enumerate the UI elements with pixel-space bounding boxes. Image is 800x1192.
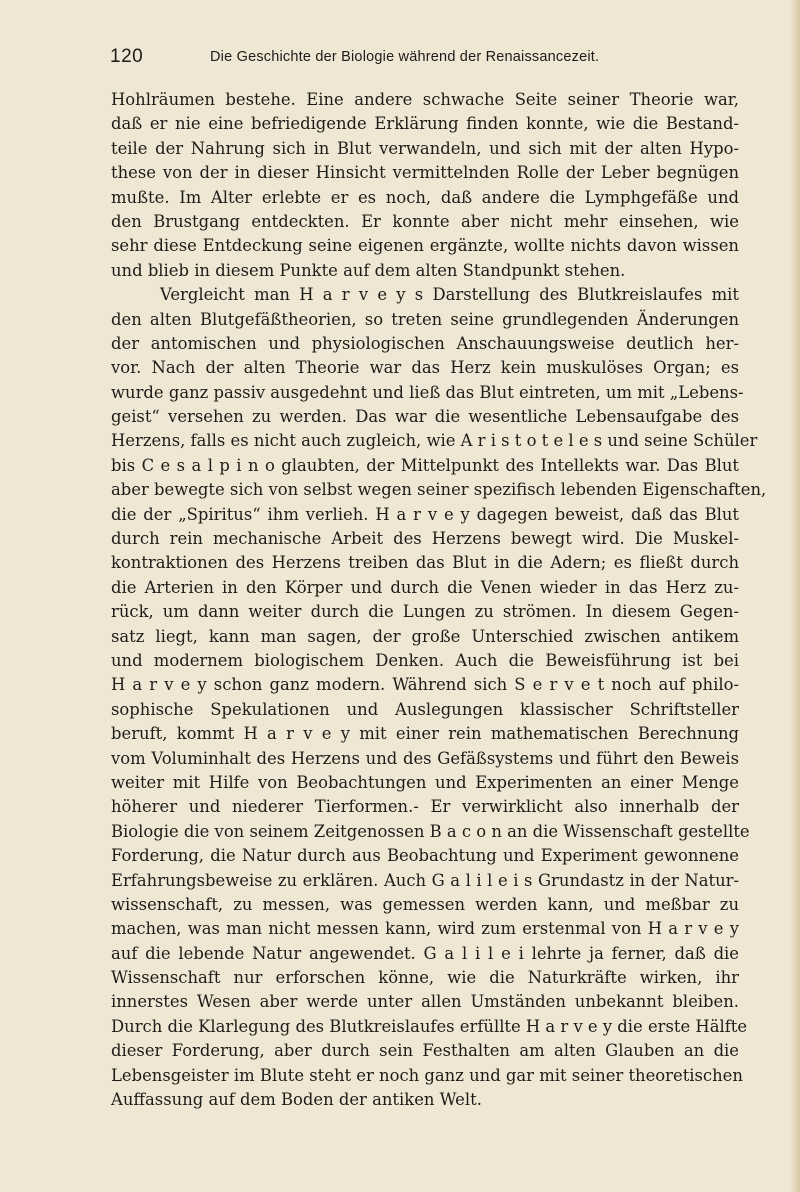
text-line: der antomischen und physiologischen Anschauungsweise deutlich her- bbox=[111, 333, 739, 353]
text-line: these von der in dieser Hinsicht vermittelnden Rolle der Leber begnügen bbox=[111, 163, 739, 183]
text-line: rück, um dann weiter durch die Lungen zu strömen. In diesem Gegen- bbox=[111, 602, 739, 622]
text-line: satz liegt, kann man sagen, der große Unterschied zwischen antikem bbox=[111, 626, 739, 646]
text-line: teile der Nahrung sich in Blut verwandeln, und sich mit der alten Hypo- bbox=[111, 138, 739, 158]
text-line: Erfahrungsbeweise zu erklären. Auch G a l i l e i s Grundastz in der Natur- bbox=[111, 870, 739, 890]
text-line: innerstes Wesen aber werde unter allen Umständen unbekannt bleiben. bbox=[111, 992, 739, 1012]
text-line: H a r v e y schon ganz modern. Während sich S e r v e t noch auf philo- bbox=[111, 675, 739, 695]
text-line: auf die lebende Natur angewendet. G a l i l e i lehrte ja ferner, daß die bbox=[111, 943, 739, 963]
text-line: wurde ganz passiv ausgedehnt und ließ das Blut eintreten, um mit „Lebens- bbox=[111, 382, 744, 402]
text-line: den alten Blutgefäßtheorien, so treten seine grundlegenden Änderungen bbox=[111, 309, 739, 329]
text-line: sehr diese Entdeckung seine eigenen ergänzte, wollte nichts davon wissen bbox=[111, 236, 739, 256]
text-line: Auffassung auf dem Boden der antiken Welt. bbox=[111, 1090, 482, 1110]
running-head: Die Geschichte der Biologie während der Renaissancezeit. bbox=[210, 49, 600, 65]
text-line: vor. Nach der alten Theorie war das Herz kein muskulöses Organ; es bbox=[111, 358, 739, 378]
text-line: kontraktionen des Herzens treiben das Blut in die Adern; es fließt durch bbox=[111, 553, 739, 573]
text-line: mußte. Im Alter erlebte er es noch, daß andere die Lymphgefäße und bbox=[111, 187, 739, 207]
text-line: die Arterien in den Körper und durch die Venen wieder in das Herz zu- bbox=[111, 577, 739, 597]
text-line: dieser Forderung, aber durch sein Festhalten am alten Glauben an die bbox=[111, 1041, 739, 1061]
text-line: durch rein mechanische Arbeit des Herzens bewegt wird. Die Muskel- bbox=[111, 529, 739, 549]
text-line: daß er nie eine befriedigende Erklärung finden konnte, wie die Bestand- bbox=[111, 114, 739, 134]
text-line: die der „Spiritus“ ihm verlieh. H a r v e y dagegen beweist, daß das Blut bbox=[111, 504, 739, 524]
text-line: Herzens, falls es nicht auch zugleich, wie A r i s t o t e l e s und seine Schüler bbox=[111, 431, 758, 451]
page-edge bbox=[790, 0, 800, 1192]
text-line: machen, was man nicht messen kann, wird zum erstenmal von H a r v e y bbox=[111, 919, 739, 939]
text-line: und blieb in diesem Punkte auf dem alten Standpunkt stehen. bbox=[111, 260, 626, 280]
text-line: Forderung, die Natur durch aus Beobachtung und Experiment gewonnene bbox=[111, 846, 739, 866]
text-line: vom Voluminhalt des Herzens und des Gefäßsystems und führt den Beweis bbox=[111, 748, 739, 768]
text-line: geist“ versehen zu werden. Das war die wesentliche Lebensaufgabe des bbox=[111, 407, 739, 427]
text-line: Durch die Klarlegung des Blutkreislaufes erfüllte H a r v e y die erste Hälfte bbox=[111, 1016, 748, 1036]
text-line: aber bewegte sich von selbst wegen seiner spezifisch lebenden Eigenschaften, bbox=[111, 480, 767, 500]
text-line: den Brustgang entdeckten. Er konnte aber nicht mehr einsehen, wie bbox=[111, 211, 739, 231]
text-line: höherer und niederer Tierformen.- Er verwirklicht also innerhalb der bbox=[111, 797, 739, 817]
text-line: weiter mit Hilfe von Beobachtungen und Experimenten an einer Menge bbox=[111, 772, 739, 792]
text-line: wissenschaft, zu messen, was gemessen werden kann, und meßbar zu bbox=[111, 894, 739, 914]
page-number: 120 bbox=[110, 46, 144, 67]
text-line: Biologie die von seinem Zeitgenossen B a c o n an die Wissenschaft gestellte bbox=[111, 821, 750, 841]
text-line: Hohlräumen bestehe. Eine andere schwache Seite seiner Theorie war, bbox=[111, 90, 739, 109]
text-line: und modernem biologischem Denken. Auch die Beweisführung ist bei bbox=[111, 650, 739, 670]
text-line: Lebensgeister im Blute steht er noch ganz und gar mit seiner theoretischen bbox=[111, 1065, 743, 1085]
text-line: Vergleicht man H a r v e y s Darstellung des Blutkreislaufes mit bbox=[160, 285, 739, 305]
body-text bbox=[111, 88, 767, 1112]
text-line: Wissenschaft nur erforschen könne, wie die Naturkräfte wirken, ihr bbox=[111, 968, 739, 988]
text-line: sophische Spekulationen und Auslegungen klassischer Schriftsteller bbox=[111, 699, 739, 719]
text-line: beruft, kommt H a r v e y mit einer rein mathematischen Berechnung bbox=[111, 724, 739, 744]
text-line: bis C e s a l p i n o glaubten, der Mittelpunkt des Intellekts war. Das Blut bbox=[111, 455, 739, 475]
page-header bbox=[110, 46, 740, 76]
